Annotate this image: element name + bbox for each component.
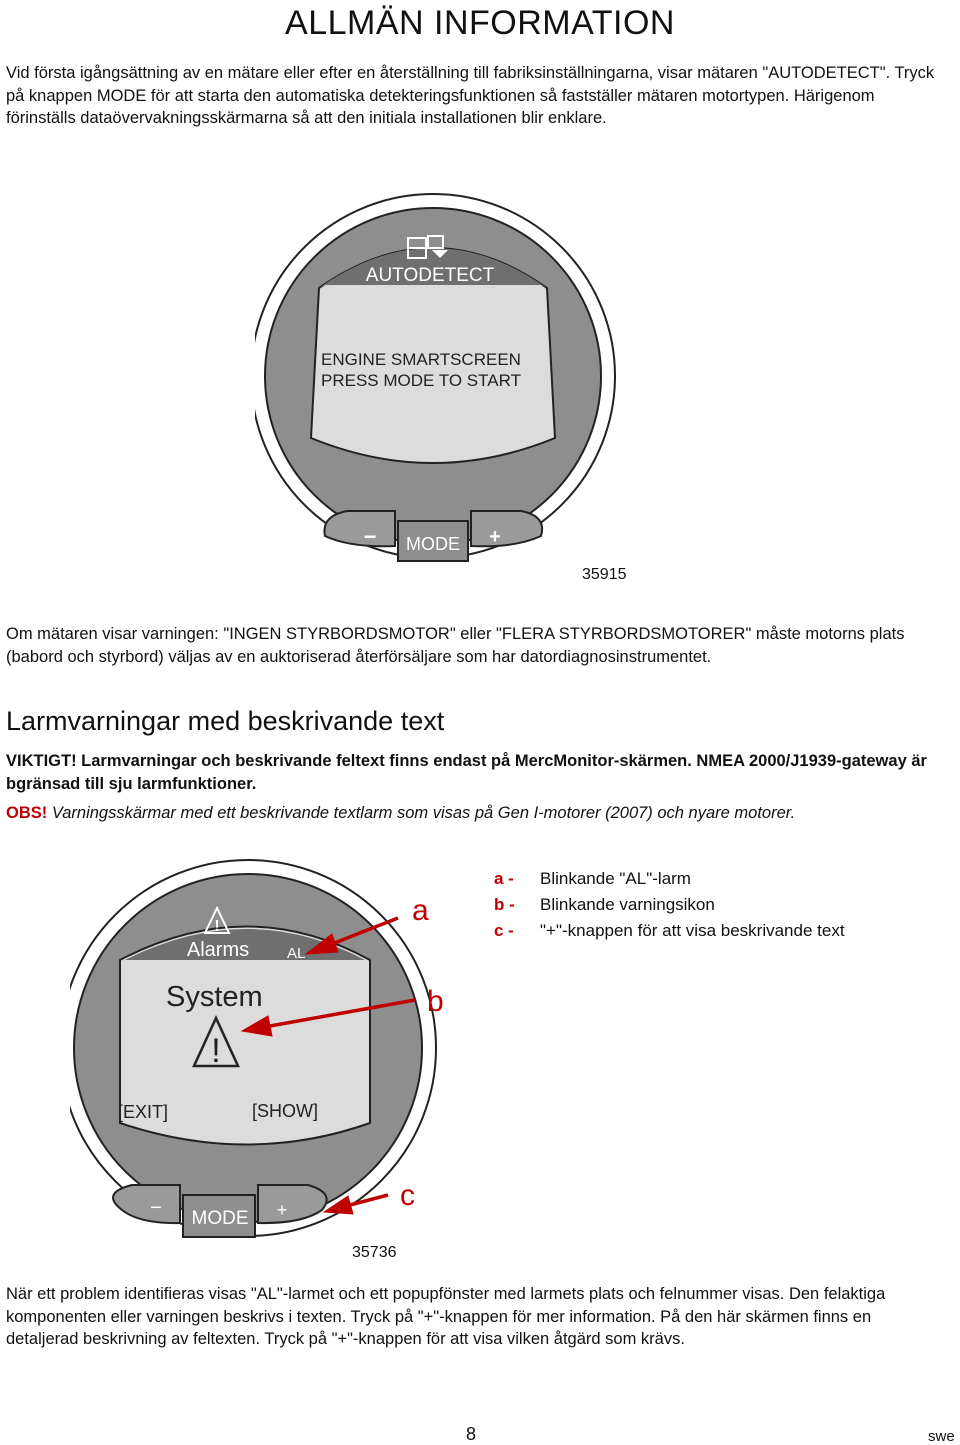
alarm-gauge-figure (70, 848, 470, 1268)
callout-a: a (412, 894, 429, 927)
plus-label: + (276, 1200, 288, 1220)
page-title: ALLMÄN INFORMATION (285, 4, 675, 42)
svg-text:!: ! (211, 1032, 221, 1070)
callout-c: c (400, 1179, 415, 1212)
mode-label: MODE (406, 534, 460, 554)
screen-line-2: PRESS MODE TO START (321, 371, 521, 390)
svg-text:!: ! (214, 918, 220, 935)
legend-item-c: c - "+"-knappen för att visa beskrivande text (494, 921, 845, 940)
language-code: swe (928, 1428, 955, 1445)
figure-id: 35915 (582, 566, 627, 583)
mode-label: MODE (191, 1208, 249, 1229)
note-text: Varningsskärmar med ett beskrivande textlarm som visas på Gen I-motorer (2007) och nyare motorer. (47, 804, 796, 822)
minus-label: − (363, 524, 377, 549)
screen-title: AUTODETECT (365, 265, 495, 286)
legend-item-a: a - Blinkande "AL"-larm (494, 869, 691, 888)
minus-label: − (150, 1197, 162, 1219)
system-label: System (166, 981, 263, 1013)
closing-paragraph: När ett problem identifieras visas "AL"-larmet och ett popupfönster med larmets plats och felnummer visas. Den felaktiga komponenten eller varningen beskrivs i texten. Tryck på "+"-knappen för mer information. På den här skärmen finns en detaljerad beskrivning av feltexten. Tryck på "+"-knappen för att visa vilken åtgärd som krävs. (6, 1285, 886, 1348)
callout-legend (494, 869, 934, 949)
figure-id: 35736 (352, 1244, 397, 1261)
note-paragraph (6, 802, 936, 825)
callout-b: b (427, 985, 444, 1018)
note-label: OBS! (6, 804, 48, 822)
plus-button (471, 511, 542, 546)
al-label: AL (287, 945, 306, 962)
autodetect-gauge-figure (255, 188, 655, 598)
page-number: 8 (466, 1424, 477, 1444)
intro-paragraph: Vid första igångsättning av en mätare eller efter en återställning till fabriksinställningarna, visar mätaren "AUTODETECT". Tryck på knappen MODE för att starta den automatiska detekteringsfunktionen så fastställer mätaren motortypen. Härigenom förinställs dataövervakningsskärmarna så att den initiala installationen blir enklare. (6, 64, 935, 127)
exit-label: [EXIT] (118, 1102, 169, 1122)
minus-button (113, 1185, 180, 1223)
legend-item-b: b - Blinkande varningsikon (494, 895, 715, 914)
important-paragraph: VIKTIGT! Larmvarningar och beskrivande feltext finns endast på MercMonitor-skärmen. NMEA 2000/J1939-gateway är bgränsad till sju larmfunktioner. (6, 752, 927, 793)
warning-paragraph: Om mätaren visar varningen: "INGEN STYRBORDSMOTOR" eller "FLERA STYRBORDSMOTORER" måste motorns plats (babord och styrbord) väljas av en auktoriserad återförsäljare som har datordiagnosinstrumentet. (6, 625, 905, 666)
screen-line-1: ENGINE SMARTSCREEN (321, 350, 521, 369)
section-heading: Larmvarningar med beskrivande text (6, 706, 445, 736)
alarms-label: Alarms (186, 939, 250, 961)
show-label: [SHOW] (252, 1101, 318, 1121)
minus-button (324, 511, 395, 546)
plus-label: + (489, 526, 501, 548)
